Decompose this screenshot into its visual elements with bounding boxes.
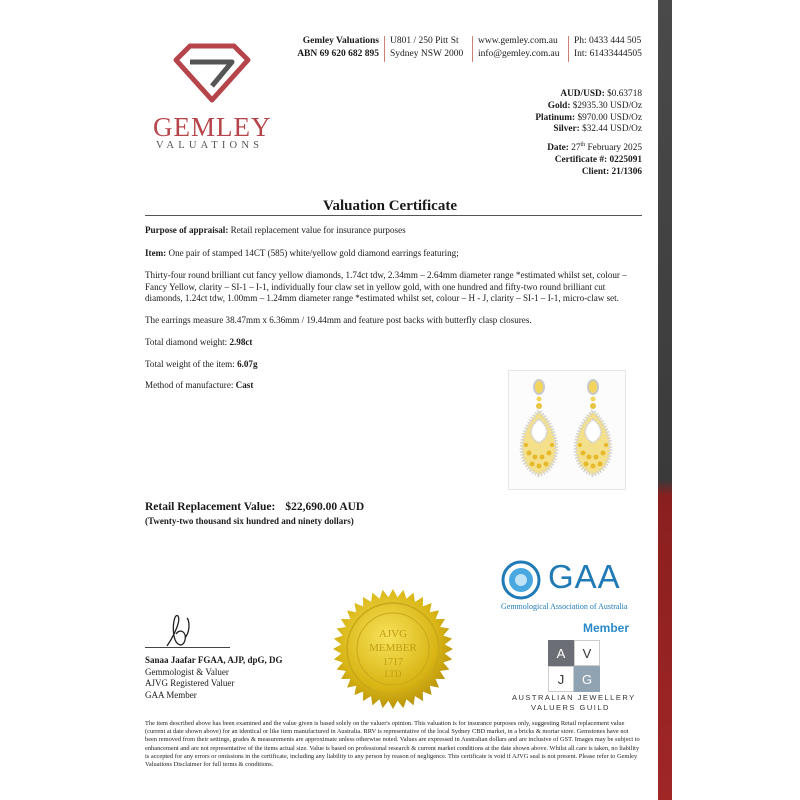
gemley-diamond-logo-icon — [170, 40, 254, 106]
company-abn: ABN 69 620 682 895 — [297, 48, 379, 59]
seal-text-4: LTD — [384, 669, 402, 679]
date-row: Date: 27th February 2025 — [547, 142, 642, 154]
signatory-name: Sanaa Jaafar FGAA, AJP, dpG, DG — [145, 655, 283, 665]
certificate-number-row: Certificate #: 0225091 — [554, 154, 642, 165]
signature-line — [145, 647, 230, 648]
header-address — [390, 35, 463, 60]
manufacture-method: Method of manufacture: Cast — [145, 380, 254, 390]
ajvg-logo-g: G — [574, 666, 600, 692]
purpose-line: Purpose of appraisal: Retail replacement value for insurance purposes — [145, 225, 406, 235]
ajvg-logo — [548, 640, 600, 692]
page-title: Valuation Certificate — [322, 198, 457, 214]
measurement-line: The earrings measure 38.47mm x 6.36mm / 19.44mm and feature post backs with butterfly clasp closures. — [145, 315, 532, 325]
rate-row: AUD/USD: $0.63718 — [560, 89, 642, 99]
rate-row: Silver: $32.44 USD/Oz — [553, 124, 642, 135]
item-line: Item: One pair of stamped 14CT (585) white/yellow gold diamond earrings featuring; — [145, 248, 459, 258]
seal-text-3: 1717 — [383, 657, 403, 668]
phone-number: Ph: 0433 444 505 — [574, 36, 642, 46]
ajvg-gold-seal — [331, 587, 455, 711]
retail-value: Retail Replacement Value: $22,690.00 AUD — [145, 501, 365, 513]
certificate-meta — [547, 140, 642, 178]
ajvg-logo-a: A — [548, 640, 574, 666]
earrings-photo — [508, 370, 626, 490]
header-company — [297, 35, 379, 60]
address-line1: U801 / 250 Pitt St — [390, 36, 459, 46]
signatory-role: GAA Member — [145, 689, 197, 700]
ajvg-name-line1: AUSTRALIAN JEWELLERY — [512, 693, 636, 702]
retail-value-words: (Twenty-two thousand six hundred and ninety dollars) — [145, 516, 354, 526]
website-link[interactable]: www.gemley.com.au — [478, 36, 558, 46]
ajvg-logo-j: J — [548, 666, 574, 692]
retail-value-amount: $22,690.00 AUD — [285, 501, 365, 513]
total-diamond-weight: Total diamond weight: 2.98ct — [145, 337, 253, 347]
intl-number: Int: 61433444505 — [574, 48, 642, 59]
email-link[interactable]: info@gemley.com.au — [478, 48, 560, 59]
handwritten-signature-icon — [145, 612, 255, 652]
total-item-weight: Total weight of the item: 6.07g — [145, 359, 258, 369]
header-divider — [384, 36, 385, 62]
address-line2: Sydney NSW 2000 — [390, 48, 464, 59]
page-edge-bar — [658, 0, 672, 800]
seal-text-2: MEMBER — [369, 642, 417, 654]
gaa-subtitle: Gemmological Association of Australia — [501, 602, 628, 611]
disclaimer-text: The item described above has been examined and the value given is based solely on the valuer's opinion. This valuation is for insurance purposes only, suggesting Retail replacement value (current at date shown above) for an identical or like item manufactured in Australia. RRV is representative of the local Sydney CBD market, in a bricks & mortar store. Gemstones have not been removed from their settings, grades & measurements are approximate unless otherwise noted. Values are expressed in Australian dollars and are inclusive of GST. Images may be subject to enhancement and are not representative of the items actual size. Value is based on professional research & current market conditions at the date shown above. Whilst all care is taken, no liability is accepted for any errors or omissions in the certificate, including any liability to any person by reason of negligence. This certificate is void if AJVG seal is not present. Please refer to Gemley Valuations Disclaimer for full terms & conditions. — [145, 720, 640, 769]
header-divider — [568, 36, 569, 62]
header-divider — [472, 36, 473, 62]
gaa-member-label: Member — [583, 621, 630, 635]
gaa-logo-text: GAA — [548, 558, 621, 595]
signatory-role: AJVG Registered Valuer — [145, 678, 235, 688]
seal-text-1: AJVG — [378, 628, 408, 640]
company-name: Gemley Valuations — [302, 36, 379, 46]
description-paragraph: Thirty-four round brilliant cut fancy yellow diamonds, 1.74ct tdw, 2.34mm – 2.64mm diameter range *estimated whilst set, colour – Fancy Yellow, clarity – SI-1 – I-1, individually four claw set in yellow gold, with one hundred and fifty-two round brilliant cut diamonds, 1.24ct tdw, 1.00mm – 1.24mm diameter range *estimated whilst set, colour – H - J, clarity – SI-1 – I-1, micro-claw set. — [145, 270, 627, 304]
metal-rates — [535, 89, 642, 136]
gaa-emblem-icon — [501, 560, 541, 600]
rate-row: Gold: $2935.30 USD/Oz — [547, 100, 642, 111]
title-rule — [145, 215, 642, 216]
ajvg-logo-v: V — [574, 640, 600, 666]
signatory-block — [145, 655, 283, 701]
logo-name: GEMLEY — [153, 112, 272, 142]
earrings-illustration-icon — [509, 371, 625, 489]
rate-row: Platinum: $970.00 USD/Oz — [535, 112, 642, 123]
ajvg-name-line2: VALUERS GUILD — [531, 703, 610, 712]
header-web — [478, 35, 559, 60]
logo-subtitle: VALUATIONS — [156, 140, 264, 151]
signatory-role: Gemmologist & Valuer — [145, 666, 229, 677]
client-row: Client: 21/1306 — [581, 166, 642, 177]
header-phone — [574, 35, 642, 60]
gold-seal-icon — [331, 587, 455, 711]
